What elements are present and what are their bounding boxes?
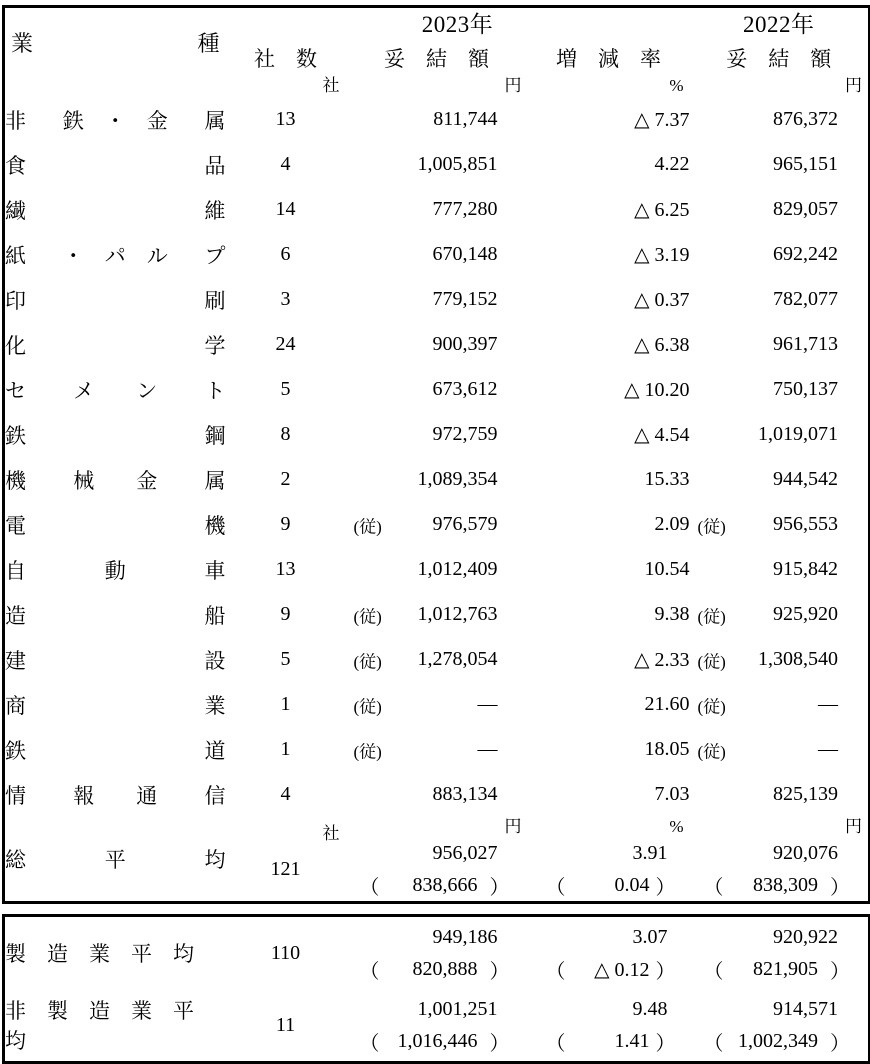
row-label-right: 品 [204,153,226,178]
row-prev-amount-value: — [818,693,839,715]
manufacturing-average-prev-amount-cell [690,916,870,990]
row-prev-amount [690,457,870,502]
row-amount [346,367,528,412]
row-label [4,277,226,322]
row-companies: 6 [280,243,291,265]
row-label-right: 信 [204,783,226,808]
row-label-left: セ [5,378,26,403]
non-manufacturing-average-rate-cell [528,989,690,1063]
total-average-row [4,817,870,903]
manufacturing-average-amount: 949,186 [432,926,498,948]
table-row [4,457,870,502]
employee-marker-icon: (従) [353,652,382,671]
unit-prev-amount: 円 [845,76,863,95]
row-label [4,592,226,637]
row-label-left: 造 [5,603,26,628]
row-prev-amount-value: — [818,738,839,760]
unit-amount: 円 [504,76,522,95]
row-rate: 21.60 [644,693,690,715]
row-companies: 13 [275,558,296,580]
total-companies: 121 [270,858,301,880]
total-label-mid: 平 [104,848,126,872]
employee-marker-icon: (従) [697,697,726,716]
row-amount [346,592,528,637]
row-label-mid: 械 金 [73,468,158,493]
manufacturing-average-rate-paren: △ 0.12 [594,958,650,981]
row-prev-amount [690,187,870,232]
non-manufacturing-average-label: 非 製 造 業 平 均 [5,999,215,1053]
paren-close: ） [489,1032,510,1055]
row-companies: 2 [280,468,291,490]
total-rate-paren-line [528,869,690,901]
total-label [4,817,226,903]
row-label [4,772,226,817]
non-manufacturing-average-prev-amount-paren: 1,002,349 [738,1029,818,1052]
row-label [4,412,226,457]
manufacturing-average-prev-amount-paren-line [690,953,869,985]
paren-close: ） [655,960,676,983]
row-rate: 18.05 [644,738,690,760]
row-companies: 9 [280,513,291,535]
table-row [4,187,870,232]
paren-open: （ [703,876,724,899]
row-label-right: 学 [204,333,226,358]
manufacturing-average-amount-paren-line [346,953,528,985]
row-prev-amount [690,592,870,637]
row-prev-amount [690,502,870,547]
employee-marker-icon: (従) [697,517,726,536]
manufacturing-average-rate-paren-line [528,953,690,985]
row-rate: △ 7.37 [634,109,690,131]
row-label [4,547,226,592]
row-label-left: 鉄 [5,423,26,448]
row-companies: 14 [275,198,296,220]
row-label-left: 食 [5,153,26,178]
total-prev-amount-cell [690,817,870,903]
row-prev-amount [690,322,870,367]
row-amount [346,277,528,322]
paren-open: （ [545,1032,566,1055]
row-amount [346,232,528,277]
table-row [4,682,870,727]
non-manufacturing-average-prev-amount: 914,571 [773,998,838,1020]
table-row [4,277,870,322]
row-prev-amount-value: 825,139 [773,783,839,805]
total-prev-amount-paren: 838,309 [753,873,819,896]
paren-open: （ [359,876,380,899]
employee-marker-icon: (従) [697,607,726,626]
row-amount-value: 1,012,409 [417,558,498,580]
row-label-left: 情 [5,783,26,808]
wage-settlement-table [2,5,870,904]
row-rate: △ 3.19 [634,244,690,266]
row-label-left: 鉄 [5,738,26,763]
employee-marker-icon: (従) [353,742,382,761]
row-companies: 9 [280,603,291,625]
row-rate: △ 0.37 [634,289,690,311]
row-label-right: 車 [204,558,226,583]
row-companies: 1 [280,693,291,715]
row-label-left: 繊 [5,198,26,223]
row-prev-amount-value: 1,308,540 [758,648,839,670]
row-amount [346,547,528,592]
row-amount-value: — [477,693,498,715]
row-label [4,232,226,277]
paren-close: ） [489,876,510,899]
non-manufacturing-average-rate-paren-line [528,1025,690,1057]
row-amount [346,187,528,232]
row-label [4,502,226,547]
row-prev-amount [690,142,870,187]
row-label-right: 維 [204,198,226,223]
row-rate: △ 2.33 [634,649,690,671]
paren-close: ） [655,1032,676,1055]
row-amount-value: 900,397 [432,333,498,355]
row-label-mid: ・ パ ル [62,243,168,268]
row-label-left: 電 [5,513,26,538]
row-companies: 13 [275,108,296,130]
table-row [4,367,870,412]
row-amount-value: 1,012,763 [417,603,498,625]
non-manufacturing-average-prev-amount-cell [690,989,870,1063]
row-amount [346,682,528,727]
paren-open: （ [359,960,380,983]
row-amount-value: 777,280 [432,198,498,220]
row-rate: 2.09 [654,513,690,535]
row-label-right: 属 [204,108,226,133]
header-year-current: 2023年 [421,12,494,37]
header-col-prev-amount: 妥 結 額 [726,47,832,71]
manufacturing-average-amount-cell [346,916,528,990]
row-rate: 15.33 [644,468,690,490]
row-rate: △ 6.25 [634,199,690,221]
row-label-right: 設 [204,648,226,673]
manufacturing-average-rate: 3.07 [632,926,668,948]
row-rate: △ 10.20 [624,379,690,401]
row-amount [346,142,528,187]
table-row [4,637,870,682]
table-row [4,772,870,817]
row-amount [346,727,528,772]
row-label [4,727,226,772]
employee-marker-icon: (従) [353,517,382,536]
row-label-right: プ [204,243,226,268]
row-amount-value: 1,278,054 [417,648,498,670]
row-label-right: 業 [204,693,226,718]
row-label-right: 属 [204,468,226,493]
row-companies: 1 [280,738,291,760]
unit-blank [4,77,226,97]
non-manufacturing-average-amount: 1,001,251 [417,998,498,1020]
row-rate: 7.03 [654,783,690,805]
row-prev-amount [690,232,870,277]
row-label-right: 機 [204,513,226,538]
row-amount [346,502,528,547]
employee-marker-icon: (従) [697,742,726,761]
unit-companies: 社 [322,76,340,95]
total-amount-paren: 838,666 [412,873,478,896]
row-prev-amount [690,772,870,817]
unit-rate: % [669,76,684,95]
row-prev-amount [690,727,870,772]
paren-open: （ [703,960,724,983]
row-amount-value: 779,152 [432,288,498,310]
manufacturing-average-row [4,916,870,990]
row-label [4,322,226,367]
row-rate: △ 4.54 [634,424,690,446]
row-amount-value: — [477,738,498,760]
row-amount [346,637,528,682]
header-col-amount: 妥 結 額 [384,47,489,71]
row-label-left: 印 [5,288,26,313]
row-label-right: 刷 [204,288,226,313]
non-manufacturing-average-row [4,989,870,1063]
non-manufacturing-average-rate: 9.48 [632,998,668,1020]
row-label-right: 道 [204,738,226,763]
row-label [4,457,226,502]
non-manufacturing-average-companies: 11 [275,1013,296,1036]
table-row [4,232,870,277]
header-industry-left: 業 [11,31,34,56]
row-label [4,142,226,187]
row-label-left: 紙 [5,243,26,268]
row-label-left: 非 [5,108,26,133]
row-amount-value: 972,759 [432,423,498,445]
row-rate: △ 6.38 [634,334,690,356]
table-row [4,592,870,637]
non-manufacturing-average-rate-paren: 1.41 [614,1029,650,1052]
row-amount [346,772,528,817]
table-row [4,502,870,547]
row-rate: 10.54 [644,558,690,580]
unit-row [4,77,870,97]
manufacturing-average-label: 製 造 業 平 均 [5,942,194,966]
row-prev-amount-value: 782,077 [773,288,839,310]
header-col-companies: 社 数 [254,47,317,71]
total-label-right: 均 [204,848,226,872]
row-prev-amount [690,547,870,592]
total-amount: 956,027 [432,842,498,864]
header-industry-right: 種 [197,31,220,56]
employee-marker-icon: (従) [353,607,382,626]
row-prev-amount [690,367,870,412]
row-amount-value: 1,005,851 [417,153,498,175]
paren-open: （ [545,876,566,899]
row-label [4,637,226,682]
row-prev-amount [690,412,870,457]
row-label-left: 機 [5,468,26,493]
non-manufacturing-average-prev-amount-paren-line [690,1025,869,1057]
header-industry-cell [4,7,226,78]
row-prev-amount-value: 961,713 [773,333,839,355]
table-row [4,727,870,772]
row-prev-amount [690,277,870,322]
table-row [4,412,870,457]
row-amount [346,457,528,502]
row-amount [346,97,528,142]
manufacturing-average-rate-cell [528,916,690,990]
row-prev-amount-value: 956,553 [773,513,839,535]
paren-close: ） [830,960,850,983]
total-amount-cell [346,817,528,903]
total-rate-paren: 0.04 [614,873,650,896]
paren-open: （ [545,960,566,983]
row-label-mid: 鉄 ・ 金 [62,108,168,133]
total-unit-companies: 社 [322,824,340,843]
row-label-left: 建 [5,648,26,673]
row-label [4,97,226,142]
manufacturing-average-prev-amount-paren: 821,905 [753,957,818,980]
total-unit-amount: 円 [504,817,522,836]
row-companies: 5 [280,378,291,400]
row-companies: 4 [280,153,291,175]
row-companies: 8 [280,423,291,445]
total-prev-amount-paren-line [690,869,869,901]
non-manufacturing-average-amount-paren-line [346,1025,528,1057]
header-col-change: 増 減 率 [556,47,661,71]
row-prev-amount-value: 1,019,071 [758,423,839,445]
row-companies: 5 [280,648,291,670]
total-amount-paren-line [346,869,528,901]
row-label-mid: 報 通 [73,783,158,808]
row-rate: 9.38 [654,603,690,625]
total-unit-rate: % [669,817,684,836]
manufacturing-average-amount-paren: 820,888 [412,957,478,980]
row-prev-amount-value: 965,151 [773,153,839,175]
row-label [4,367,226,412]
table-row [4,97,870,142]
header-year-row [4,7,870,43]
row-amount-value: 976,579 [432,513,498,535]
row-amount-value: 673,612 [432,378,498,400]
header-year-previous: 2022年 [743,12,815,37]
row-companies: 3 [280,288,291,310]
row-prev-amount [690,97,870,142]
row-prev-amount-value: 944,542 [773,468,839,490]
non-manufacturing-average-amount-paren: 1,016,446 [397,1029,478,1052]
employee-marker-icon: (従) [697,652,726,671]
row-label [4,187,226,232]
paren-close: ） [830,876,851,899]
row-amount-value: 811,744 [433,108,498,130]
manufacturing-average-prev-amount: 920,922 [773,926,838,948]
total-unit-prev-amount: 円 [845,817,863,836]
row-prev-amount-value: 692,242 [773,243,839,265]
row-prev-amount-value: 876,372 [773,108,839,130]
table-row [4,142,870,187]
row-prev-amount-value: 925,920 [773,603,839,625]
row-prev-amount [690,637,870,682]
row-amount-value: 1,089,354 [417,468,498,490]
row-label-left: 化 [5,333,26,358]
row-amount [346,322,528,367]
table-block-gap [0,904,870,914]
manufacturing-average-companies: 110 [270,941,301,964]
row-label-right: 船 [204,603,226,628]
total-label-left: 総 [5,848,26,872]
row-label-mid: メ ン [73,378,158,403]
row-label-mid: 動 [104,558,126,583]
row-label-right: ト [204,378,226,403]
row-amount-value: 883,134 [432,783,498,805]
employee-marker-icon: (従) [353,697,382,716]
row-label-left: 自 [5,558,26,583]
row-amount [346,412,528,457]
paren-close: ） [489,960,510,983]
row-prev-amount-value: 750,137 [773,378,839,400]
row-prev-amount-value: 829,057 [773,198,839,220]
paren-close: ） [830,1032,850,1055]
industry-average-table [2,914,870,1064]
row-prev-amount [690,682,870,727]
table-row [4,322,870,367]
row-label-right: 鋼 [204,423,226,448]
row-rate: 4.22 [654,153,690,175]
paren-open: （ [359,1032,380,1055]
total-rate: 3.91 [632,842,668,864]
total-companies-cell [226,817,346,903]
row-amount-value: 670,148 [432,243,498,265]
row-companies: 4 [280,783,291,805]
row-label-left: 商 [5,693,26,718]
row-companies: 24 [275,333,296,355]
row-label [4,682,226,727]
total-rate-cell [528,817,690,903]
row-prev-amount-value: 915,842 [773,558,839,580]
paren-close: ） [655,876,676,899]
total-prev-amount: 920,076 [773,842,839,864]
table-row [4,547,870,592]
paren-open: （ [703,1032,724,1055]
non-manufacturing-average-amount-cell [346,989,528,1063]
